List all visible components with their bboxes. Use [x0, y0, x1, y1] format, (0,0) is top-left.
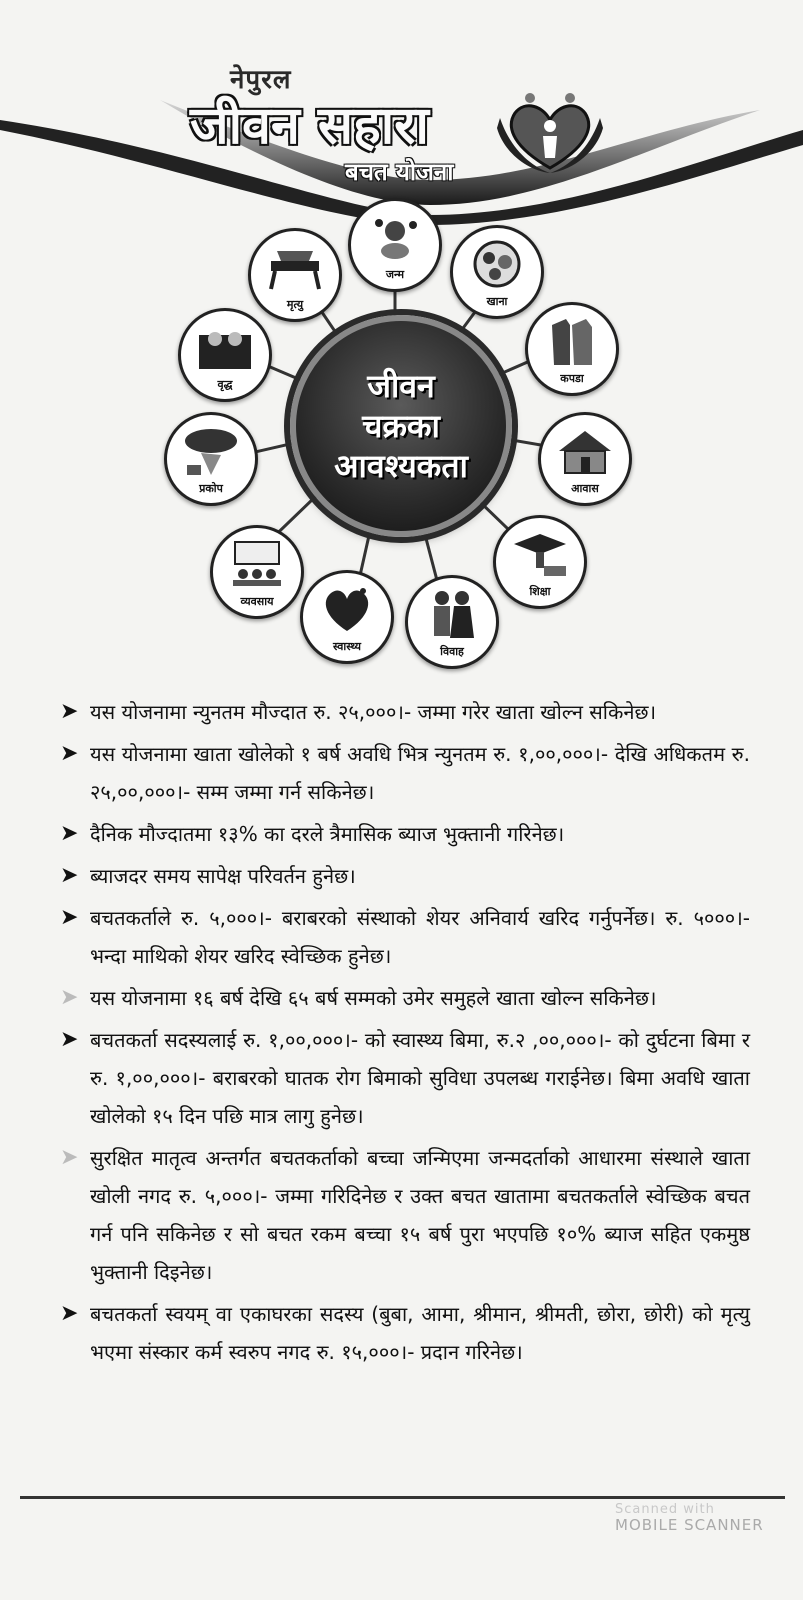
feature-text: बचतकर्ता सदस्यलाई रु. १,००,०००।- को स्वास्थ्य बिमा, रु.२ ,००,०००।- को दुर्घटना बिमा र रु. १,००,०००।- बराबरको घातक रोग बिमाको सुविधा उपलब्ध गराईनेछ। बिमा अवधि खाता खोलेको १५ दिन पछि मात्र लागु हुनेछ।: [90, 1028, 750, 1128]
watermark-line-1: Scanned with: [615, 1502, 715, 1517]
arrow-bullet-icon: ➤: [60, 1027, 79, 1052]
bier-icon: [265, 241, 325, 293]
feature-item: [60, 1295, 750, 1371]
center-line-1: जीवन: [367, 367, 435, 405]
baby-icon: [365, 211, 425, 263]
node-label-disaster: प्रकोप: [196, 481, 226, 496]
feature-text: सुरक्षित मातृत्व अन्तर्गत बचतकर्ताको बच्चा जन्मिएमा जन्मदर्ताको आधारमा संस्थाले खाता खोली नगद रु. ५,०००।- जम्मा गरिदिनेछ र उक्त बचत खातामा बचतकर्ताले स्वेच्छिक बचत गर्न पनि सकिनेछ र सो बचत रकम बच्चा १५ बर्ष पुरा भएपछि १०% ब्याज सहित एकमुष्ठ भुक्तानी दिइनेछ।: [90, 1146, 750, 1284]
feature-item: [60, 979, 750, 1017]
arrow-bullet-icon: ➤: [60, 1145, 79, 1170]
arrow-bullet-icon: ➤: [60, 905, 79, 930]
node-label-food: खाना: [484, 294, 511, 309]
feature-text: दैनिक मौज्दातमा १३% का दरले त्रैमासिक ब्याज भुक्तानी गरिनेछ।: [90, 822, 565, 846]
feature-item: [60, 1139, 750, 1291]
bottom-divider: [20, 1496, 785, 1499]
center-line-2: चक्रका: [362, 407, 440, 445]
node-health: [300, 570, 394, 664]
node-label-marriage: विवाह: [437, 644, 467, 659]
elderly-couple-icon: [195, 321, 255, 373]
business-meeting-icon: [227, 538, 287, 590]
node-label-old-age: वृद्ध: [215, 377, 236, 392]
node-disaster: [164, 412, 258, 506]
node-label-education: शिक्षा: [526, 584, 553, 599]
house-icon: [555, 425, 615, 477]
arrow-bullet-icon: ➤: [60, 821, 79, 846]
arrow-bullet-icon: ➤: [60, 1301, 79, 1326]
heart-icon: [317, 583, 377, 635]
arrow-bullet-icon: ➤: [60, 699, 79, 724]
node-label-clothes: कपडा: [557, 371, 586, 386]
center-line-3: आवश्यकता: [334, 447, 468, 485]
storm-cloud-icon: [181, 425, 241, 477]
node-label-birth: जन्म: [383, 267, 407, 282]
node-old-age: [178, 308, 272, 402]
feature-text: ब्याजदर समय सापेक्ष परिवर्तन हुनेछ।: [90, 864, 356, 888]
feature-text: यस योजनामा १६ बर्ष देखि ६५ बर्ष सम्मको उमेर समुहले खाता खोल्न सकिनेछ।: [90, 986, 657, 1010]
node-clothes: [525, 302, 619, 396]
food-plate-icon: [467, 238, 527, 290]
arrow-bullet-icon: ➤: [60, 741, 79, 766]
center-circle: [290, 315, 512, 537]
hands-heart-logo-icon: [495, 88, 605, 178]
clothes-icon: [542, 315, 602, 367]
node-label-health: स्वास्थ्य: [330, 639, 364, 654]
node-label-housing: आवास: [568, 481, 602, 496]
scheme-title: जीवन सहारा: [190, 96, 429, 156]
scheme-subtitle: बचत योजना: [345, 158, 454, 186]
feature-text: बचतकर्ताले रु. ५,०००।- बराबरको संस्थाको शेयर अनिवार्य खरिद गर्नुपर्नेछ। रु. ५०००।- भन्दा माथिको शेयर खरिद स्वेच्छिक हुनेछ।: [90, 906, 750, 968]
node-business: [210, 525, 304, 619]
arrow-bullet-icon: ➤: [60, 863, 79, 888]
feature-text: यस योजनामा खाता खोलेको १ बर्ष अवधि भित्र न्युनतम रु. १,००,०००।- देखि अधिकतम रु. २५,००,०००।- सम्म जम्मा गर्न सकिनेछ।: [90, 742, 750, 804]
watermark-line-2: MOBILE SCANNER: [615, 1516, 764, 1534]
scanner-watermark: [615, 1502, 764, 1534]
node-marriage: [405, 575, 499, 669]
node-death: [248, 228, 342, 322]
node-label-business: व्यवसाय: [238, 594, 277, 609]
node-food: [450, 225, 544, 319]
graduation-cap-icon: [510, 528, 570, 580]
feature-text: यस योजनामा न्युनतम मौज्दात रु. २५,०००।- जम्मा गरेर खाता खोल्न सकिनेछ।: [90, 700, 657, 724]
feature-item: [60, 693, 750, 731]
life-cycle-diagram: [150, 190, 650, 690]
node-education: [493, 515, 587, 609]
feature-item: [60, 815, 750, 853]
arrow-bullet-icon: ➤: [60, 985, 79, 1010]
couple-icon: [422, 588, 482, 640]
scheme-features-list: [60, 693, 750, 1371]
feature-item: [60, 735, 750, 811]
feature-text: बचतकर्ता स्वयम् वा एकाघरका सदस्य (बुबा, आमा, श्रीमान, श्रीमती, छोरा, छोरी) को मृत्यु भएमा संस्कार कर्म स्वरुप नगद रु. १५,०००।- प्रदान गरिनेछ।: [90, 1302, 750, 1364]
feature-item: [60, 1021, 750, 1135]
node-housing: [538, 412, 632, 506]
feature-item: [60, 857, 750, 895]
feature-item: [60, 899, 750, 975]
brand-name: नेपुरल: [230, 65, 292, 95]
node-label-death: मृत्यु: [284, 297, 306, 312]
node-birth: [348, 198, 442, 292]
